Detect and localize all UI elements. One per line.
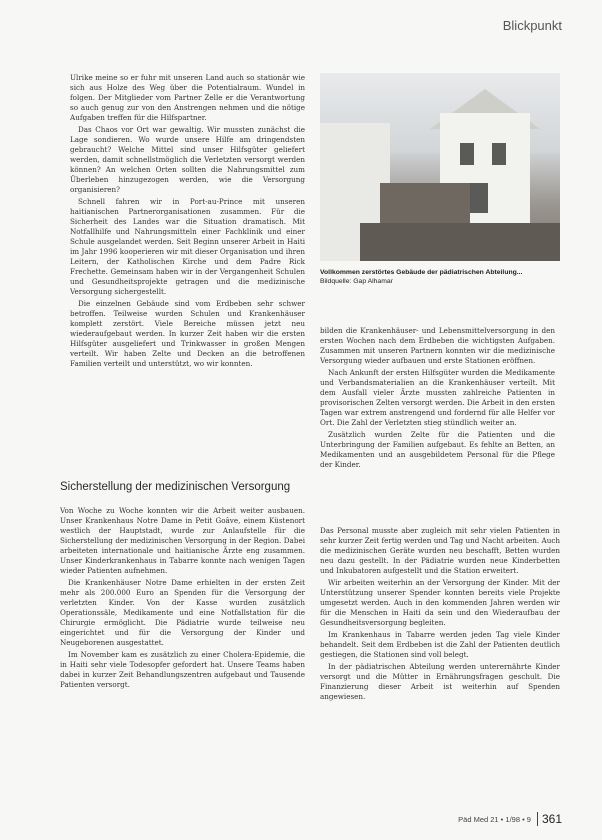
- journal-reference: Päd Med 21 • 1/98 • 9: [458, 814, 531, 824]
- paragraph: Im Krankenhaus in Tabarre werden jeden Tag viele Kinder behandelt. Seit dem Erdbeben ist die Zahl der Patienten deutlich gestiegen, die Stationen sind voll belegt.: [320, 630, 560, 659]
- paragraph: Wir arbeiten weiterhin an der Versorgung der Kinder. Mit der Unterstützung unserer Spender konnten bereits viele Projekte umgesetzt werden. Auch in den kommenden Jahren werden wir für die Menschen in Haiti da sein und den Wiederaufbau der Gesundheitsversorgung begleiten.: [320, 578, 560, 627]
- paragraph: Die einzelnen Gebäude sind vom Erdbeben sehr schwer betroffen. Teilweise wurden Schulen und Krankenhäuser komplett zerstört. Viele Bereiche müssen jetzt neu wiederaufgebaut werden. In kurzer Zeit haben wir die ersten Hilfsgüter ausgeliefert und Trinkwasser in großen Mengen verteilt. Wir haben Zelte und Decken an die betroffenen Familien verteilt und unterstützt, wo wir konnten.: [70, 299, 305, 368]
- article-column-right-mid: [320, 326, 555, 521]
- page-number: 361: [537, 812, 562, 826]
- paragraph: Schnell fahren wir in Port-au-Prince mit unseren haitianischen Partnerorganisationen zusammen. Für die Sicherheit des Landes war die Situation dramatisch. Mit Notfallhilfe und Nahrungsmitteln einer Fachklinik und einer Schule ausgelandet werden. Seit Beginn unserer Arbeit in Haiti im Jahr 1996 kooperieren wir mit dieser Organisation und ihren Leitern, der Katholischen Kirche und dem Padre Rick Frechette. Gemeinsam haben wir in der Vergangenheit Schulen und Gesundheitsprojekte getragen und die medizinische Versorgung sichergestellt.: [70, 197, 305, 296]
- section-heading: Sicherstellung der medizinischen Versorgung: [60, 481, 291, 493]
- caption-text: Vollkommen zerstörtes Gebäude der pädiatrischen Abteilung...: [320, 269, 523, 276]
- earthquake-photo: [320, 73, 560, 261]
- paragraph: Das Chaos vor Ort war gewaltig. Wir mussten zunächst die Lage sondieren. Wo wurde unsere Hilfe am dringendsten gebraucht? Welche Mittel sind unser Hilfsgüter geliefert werden, damit schnellstmöglich die Verletzten versorgt werden können? An welchen Orten sollten die Nahrungsmittel zum Überleben hinzugezogen werden, wie die Versorgung organisieren?: [70, 125, 305, 194]
- article-column-left-bottom: [60, 506, 305, 806]
- photo-caption: [320, 268, 560, 286]
- article-column-left-top: [70, 73, 305, 473]
- paragraph: Ulrike meine so er fuhr mit unseren Land auch so stationär wie sich aus Holze des Weg über die Potentialraum. Wundel in folgen. Der Mitglieder vom Partner Zelle er die Verantwortung so auch genug zur von den Anstrengen nehmen und die nötige Aufgaben treffen für die Hilfspartner.: [70, 73, 305, 122]
- page-footer: [458, 812, 562, 826]
- paragraph: In der pädiatrischen Abteilung werden unterernährte Kinder versorgt und die Mütter in Ernährungsfragen geschult. Die Finanzierung dieser Arbeit ist weiterhin auf Spenden angewiesen.: [320, 662, 560, 701]
- paragraph: Das Personal musste aber zugleich mit sehr vielen Patienten in sehr kurzer Zeit fertig werden und Tag und Nacht arbeiten. Auch die medizinischen Geräte wurden neu beschafft, Betten wurden neu dazu gestellt. In der Pädiatrie wurden neue Kinderbetten und Inkubatoren aufgestellt und die Station erweitert.: [320, 526, 560, 575]
- paragraph: Von Woche zu Woche konnten wir die Arbeit weiter ausbauen. Unser Krankenhaus Notre Dame in Petit Goâve, einem Küstenort westlich der Hauptstadt, wurde zur Anlaufstelle für die Sicherstellung der medizinischen Versorgung in der Region. Dabei arbeiteten internationale und haitianische Ärzte eng zusammen. Unser Kinderkrankenhaus in Tabarre konnte nach wenigen Tagen wieder Patienten aufnehmen.: [60, 506, 305, 575]
- paragraph: Zusätzlich wurden Zelte für die Patienten und die Unterbringung der Familien aufgebaut. Es fehlte an Betten, an Medikamenten und an ausgebildetem Personal für die Pflege der Kinder.: [320, 430, 555, 469]
- paragraph: bilden die Krankenhäuser- und Lebensmittelversorgung in den ersten Wochen nach dem Erdbeben die wichtigsten Aufgaben. Zusammen mit unseren Partnern konnten wir die medizinische Versorgung wieder aufbauen und erste Stationen eröffnen.: [320, 326, 555, 365]
- paragraph: Im November kam es zusätzlich zu einer Cholera-Epidemie, die in Haiti sehr viele Todesopfer gefordert hat. Unsere Teams haben dabei in kurzer Zeit Behandlungszentren aufgebaut und Tausende Patienten versorgt.: [60, 650, 305, 689]
- paragraph: Die Krankenhäuser Notre Dame erhielten in der ersten Zeit mehr als 200.000 Euro an Spenden für die Versorgung der verletzten Kinder. Von der Kasse wurden zusätzlich Operationssäle, Medikamente und eine Notfallstation für die Chirurgie ermöglicht. Die Pädiatrie wurde teilweise neu eingerichtet und für die Versorgung der Kinder und Neugeborenen ausgestattet.: [60, 578, 305, 647]
- caption-source: Bildquelle: Gap Alhamar: [320, 278, 393, 285]
- paragraph: Nach Ankunft der ersten Hilfsgüter wurden die Medikamente und Verbandsmaterialien an die Krankenhäuser verteilt. Mit dem Ausfall vieler Ärzte mussten zahlreiche Patienten in provisorischen Zelten versorgt werden. Die Arbeit in den ersten Tagen war extrem anstrengend und fordernd für alle Helfer vor Ort. Die Zahl der Verletzten stieg stündlich weiter an.: [320, 368, 555, 427]
- section-title: Blickpunkt: [502, 18, 562, 33]
- article-column-right-bottom: [320, 526, 560, 806]
